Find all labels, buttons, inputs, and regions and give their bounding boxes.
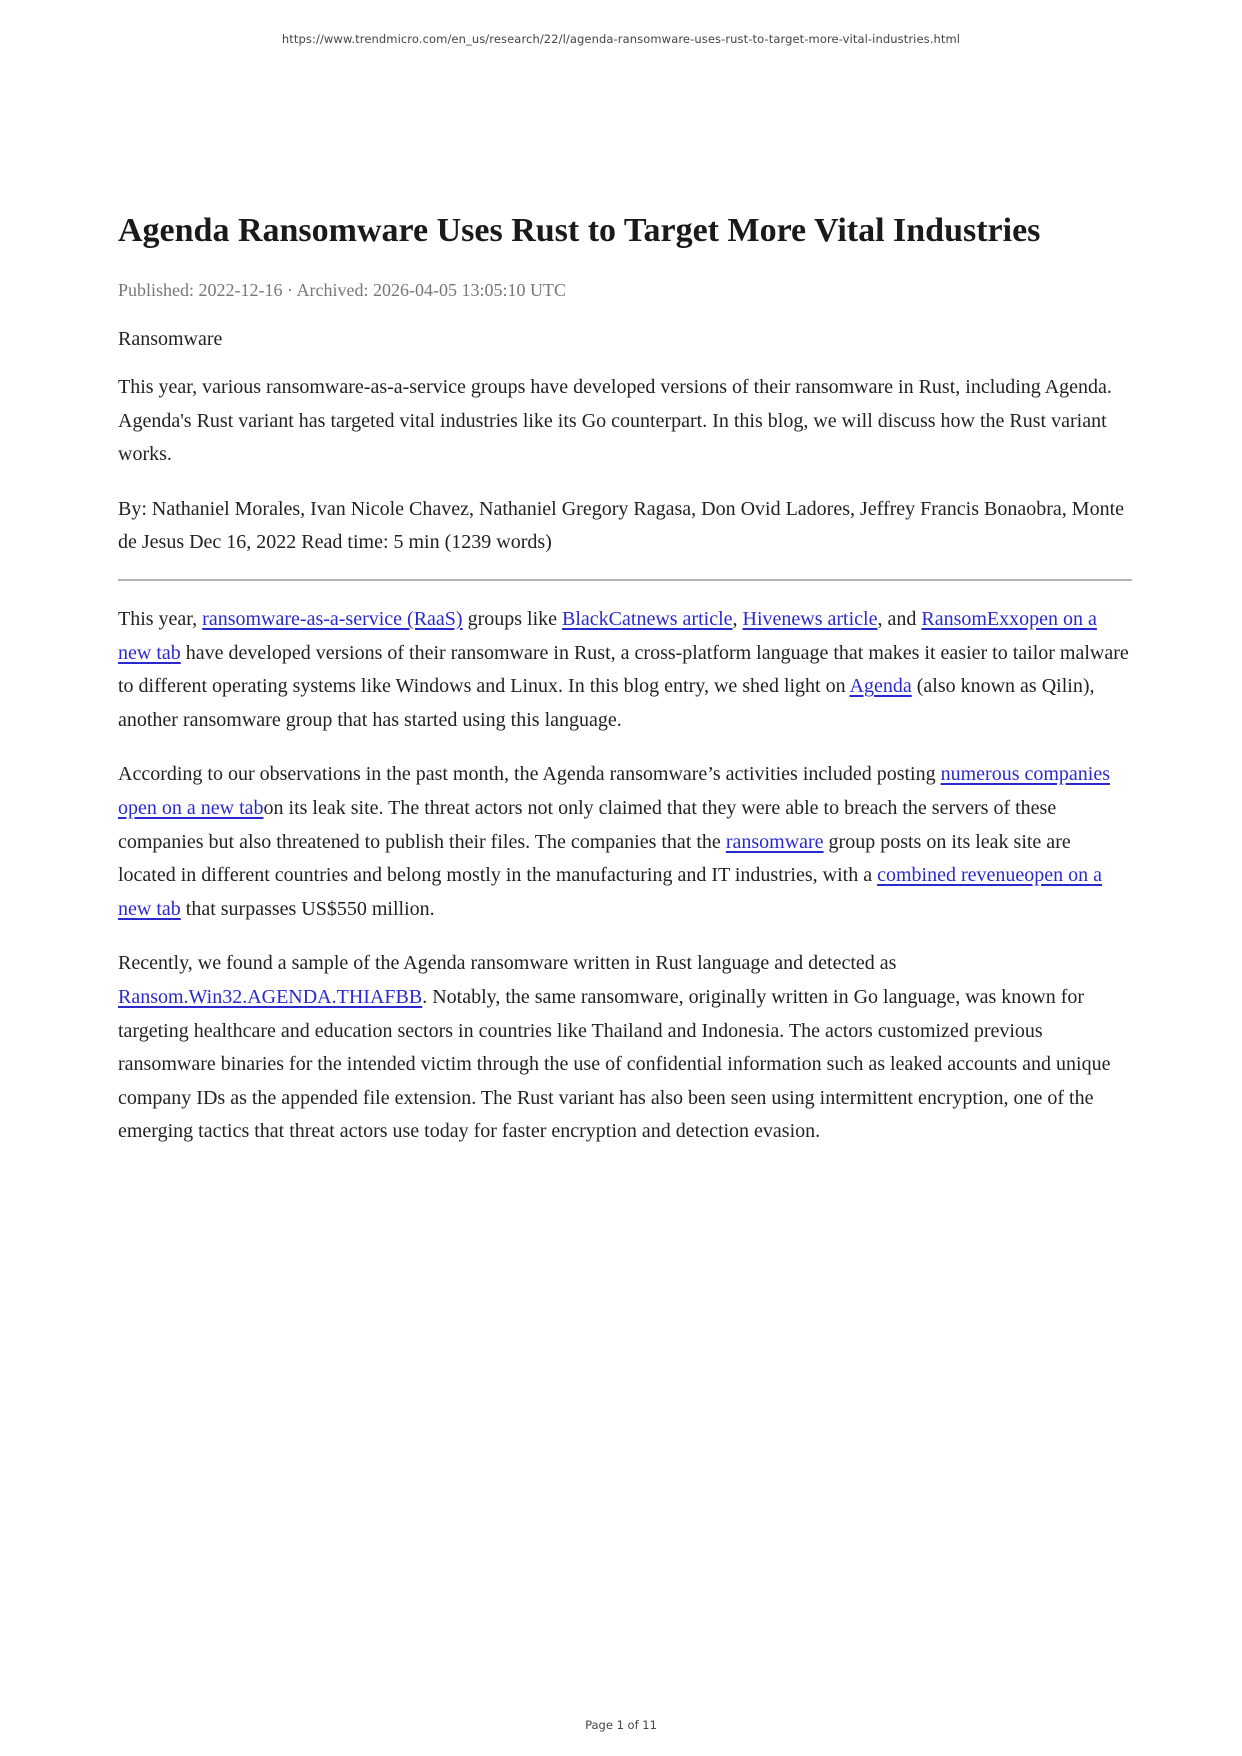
article-title: Agenda Ransomware Uses Rust to Target More Vital Industries	[118, 212, 1041, 249]
link-agenda[interactable]: Agenda	[849, 675, 912, 698]
text: groups like	[462, 607, 563, 630]
text: . Notably, the same ransomware, originally written in Go language, was known for targeting healthcare and education sectors in countries like Thailand and Indonesia. The actors customized previous ransomware binaries for the intended victim through the use of confidential information such as leaked accounts and unique company IDs as the appended file extension. The Rust variant has also been seen using intermittent encryption, one of the emerging tactics that threat actors use today for faster encryption and detection evasion.	[118, 985, 1111, 1143]
text: (also known as Qilin), another ransomware group that has started using this language.	[118, 675, 1095, 731]
text: that surpasses US$550 million.	[180, 897, 435, 920]
text: ,	[732, 607, 743, 630]
text: This year,	[118, 607, 203, 630]
text: Recently, we found a sample of the Agenda ransomware written in Rust language and detected as	[118, 952, 897, 975]
link-hive[interactable]: Hivenews article	[742, 607, 878, 630]
article-meta: Published: 2022-12-16 · Archived: 2026-04-05 13:05:10 UTC	[118, 280, 566, 300]
article	[118, 208, 1132, 1149]
paragraph-2	[118, 758, 1132, 926]
link-blackcat[interactable]: BlackCatnews article	[562, 607, 733, 630]
article-byline: By: Nathaniel Morales, Ivan Nicole Chavez, Nathaniel Gregory Ragasa, Don Ovid Ladores, Jeffrey Francis Bonaobra, Monte de Jesus Dec 16, 2022 Read time: 5 min (1239 words)	[118, 497, 1124, 554]
article-summary: This year, various ransomware-as-a-service groups have developed versions of their ransomware in Rust, including Agenda. Agenda's Rust variant has targeted vital industries like its Go counterpart. In this blog, we will discuss how the Rust variant works.	[118, 376, 1112, 466]
text: , and	[877, 607, 922, 630]
text: have developed versions of their ransomware in Rust, a cross-platform language that makes it easier to tailor malware to different operating systems like Windows and Linux. In this blog entry, we shed light on	[118, 641, 1129, 698]
divider	[118, 579, 1132, 581]
text: group posts on its leak site are located in different countries and belong mostly in the manufacturing and IT industries, with a	[118, 830, 1071, 887]
paragraph-1	[118, 603, 1132, 737]
paragraph-3	[118, 947, 1132, 1149]
link-raas[interactable]: ransomware-as-a-service (RaaS)	[202, 607, 463, 630]
link-ransomware[interactable]: ransomware	[725, 830, 824, 853]
article-category: Ransomware	[118, 328, 223, 350]
link-ransomexx[interactable]: RansomExxopen on a new tab	[118, 607, 1097, 664]
page-url-header: https://www.trendmicro.com/en_us/research/22/l/agenda-ransomware-uses-rust-to-target-more-vital-industries.html	[281, 32, 961, 46]
text: According to our observations in the past month, the Agenda ransomware’s activities included posting	[118, 763, 941, 786]
page-number: Page 1 of 11	[585, 1718, 657, 1732]
link-numerous-companies[interactable]: numerous companies open on a new tab	[118, 763, 1111, 819]
link-detection-name[interactable]: Ransom.Win32.AGENDA.THIAFBB	[118, 985, 423, 1008]
text: on its leak site. The threat actors not only claimed that they were able to breach the servers of these companies but also threatened to publish their files. The companies that the	[118, 796, 1057, 853]
link-combined-revenue[interactable]: combined revenueopen on a new tab	[118, 864, 1102, 920]
